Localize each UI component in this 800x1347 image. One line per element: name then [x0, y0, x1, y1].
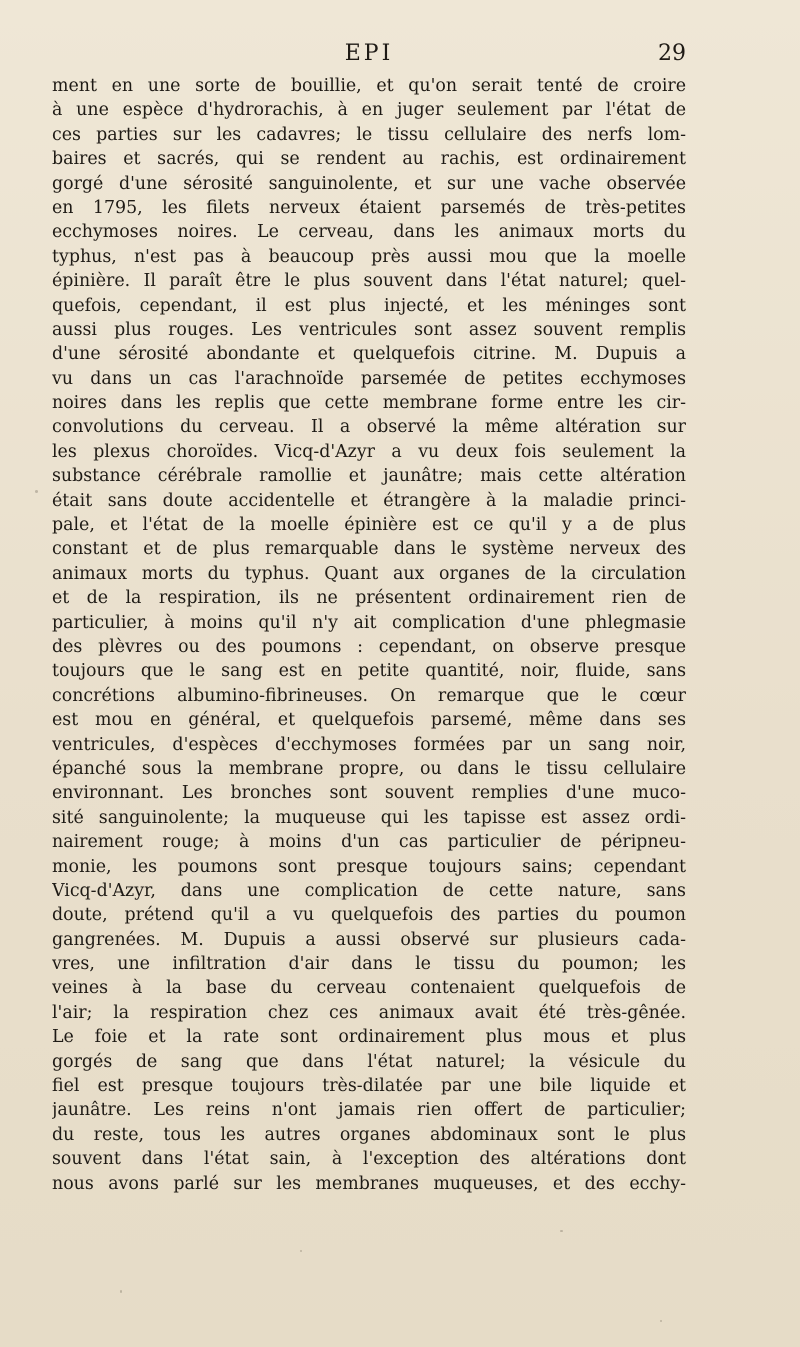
text-line: concrétions albumino-fibrineuses. On remarque que le cœur: [52, 685, 686, 706]
text-line: substance cérébrale ramollie et jaunâtre; mais cette altération: [52, 466, 686, 487]
text-line: à une espèce d'hydrorachis, à en juger seulement par l'état de: [52, 100, 686, 121]
text-line: ment en une sorte de bouillie, et qu'on serait tenté de croire: [52, 76, 686, 96]
text-line: gangrenées. M. Dupuis a aussi observé sur plusieurs cada-: [52, 929, 686, 950]
text-line: et de la respiration, ils ne présentent ordinairement rien de: [52, 588, 686, 609]
paper-speck: [660, 1320, 662, 1322]
text-line: ecchymoses noires. Le cerveau, dans les animaux morts du: [52, 222, 686, 243]
text-line: monie, les poumons sont presque toujours sains; cependant: [52, 856, 686, 877]
text-line: nous avons parlé sur les membranes muqueuses, et des ecchy-: [52, 1173, 686, 1194]
text-line: ventricules, d'espèces d'ecchymoses formées par un sang noir,: [52, 734, 686, 755]
running-head: [52, 34, 686, 74]
text-line: doute, prétend qu'il a vu quelquefois des parties du poumon: [52, 905, 686, 926]
text-line: pale, et l'état de la moelle épinière est ce qu'il y a de plus: [52, 515, 686, 536]
running-head-title: EPI: [344, 41, 394, 66]
text-line: est mou en général, et quelquefois parsemé, même dans ses: [52, 710, 686, 731]
text-line: animaux morts du typhus. Quant aux organes de la circulation: [52, 563, 686, 584]
text-line: sité sanguinolente; la muqueuse qui les tapisse est assez ordi-: [52, 807, 686, 828]
paper-speck: [560, 1230, 563, 1232]
text-line: ces parties sur les cadavres; le tissu cellulaire des nerfs lom-: [52, 124, 686, 145]
page-number: 29: [658, 41, 686, 66]
text-line: des plèvres ou des poumons : cependant, on observe presque: [52, 636, 686, 657]
text-line: d'une sérosité abondante et quelquefois citrine. M. Dupuis a: [52, 344, 686, 365]
text-line: typhus, n'est pas à beaucoup près aussi mou que la moelle: [52, 246, 686, 267]
text-line: quefois, cependant, il est plus injecté, et les méninges sont: [52, 295, 686, 316]
paper-speck: [120, 1290, 122, 1293]
paper-speck: [35, 490, 38, 493]
text-line: constant et de plus remarquable dans le système nerveux des: [52, 539, 686, 560]
text-line: gorgés de sang que dans l'état naturel; la vésicule du: [52, 1051, 686, 1072]
text-line: gorgé d'une sérosité sanguinolente, et sur une vache observée: [52, 173, 686, 194]
text-line: Vicq-d'Azyr, dans une complication de cette nature, sans: [52, 880, 686, 901]
text-line: souvent dans l'état sain, à l'exception des altérations dont: [52, 1149, 686, 1170]
text-line: nairement rouge; à moins d'un cas particulier de péripneu-: [52, 832, 686, 853]
text-line: noires dans les replis que cette membrane forme entre les cir-: [52, 393, 686, 414]
text-line: particulier, à moins qu'il n'y ait complication d'une phlegmasie: [52, 612, 686, 633]
paper-speck: [300, 1250, 302, 1252]
text-line: l'air; la respiration chez ces animaux avait été très-gênée.: [52, 1002, 686, 1023]
text-line: épinière. Il paraît être le plus souvent dans l'état naturel; quel-: [52, 271, 686, 292]
text-line: du reste, tous les autres organes abdominaux sont le plus: [52, 1124, 686, 1145]
text-line: vres, une infiltration d'air dans le tissu du poumon; les: [52, 954, 686, 975]
text-line: vu dans un cas l'arachnoïde parsemée de petites ecchymoses: [52, 368, 686, 389]
text-line: aussi plus rouges. Les ventricules sont assez souvent remplis: [52, 319, 686, 340]
body-text: [52, 74, 686, 1196]
text-line: était sans doute accidentelle et étrangère à la maladie princi-: [52, 490, 686, 511]
text-line: les plexus choroïdes. Vicq-d'Azyr a vu deux fois seulement la: [52, 441, 686, 462]
text-line: Le foie et la rate sont ordinairement plus mous et plus: [52, 1027, 686, 1048]
text-line: en 1795, les filets nerveux étaient parsemés de très-petites: [52, 197, 686, 218]
text-line: environnant. Les bronches sont souvent remplies d'une muco-: [52, 783, 686, 804]
text-line: veines à la base du cerveau contenaient quelquefois de: [52, 978, 686, 999]
text-line: jaunâtre. Les reins n'ont jamais rien offert de particulier;: [52, 1100, 686, 1121]
text-line: convolutions du cerveau. Il a observé la même altération sur: [52, 417, 686, 438]
text-line: épanché sous la membrane propre, ou dans le tissu cellulaire: [52, 758, 686, 779]
text-line: toujours que le sang est en petite quantité, noir, fluide, sans: [52, 661, 686, 682]
text-line: fiel est presque toujours très-dilatée par une bile liquide et: [52, 1076, 686, 1097]
text-line: baires et sacrés, qui se rendent au rachis, est ordinairement: [52, 149, 686, 170]
